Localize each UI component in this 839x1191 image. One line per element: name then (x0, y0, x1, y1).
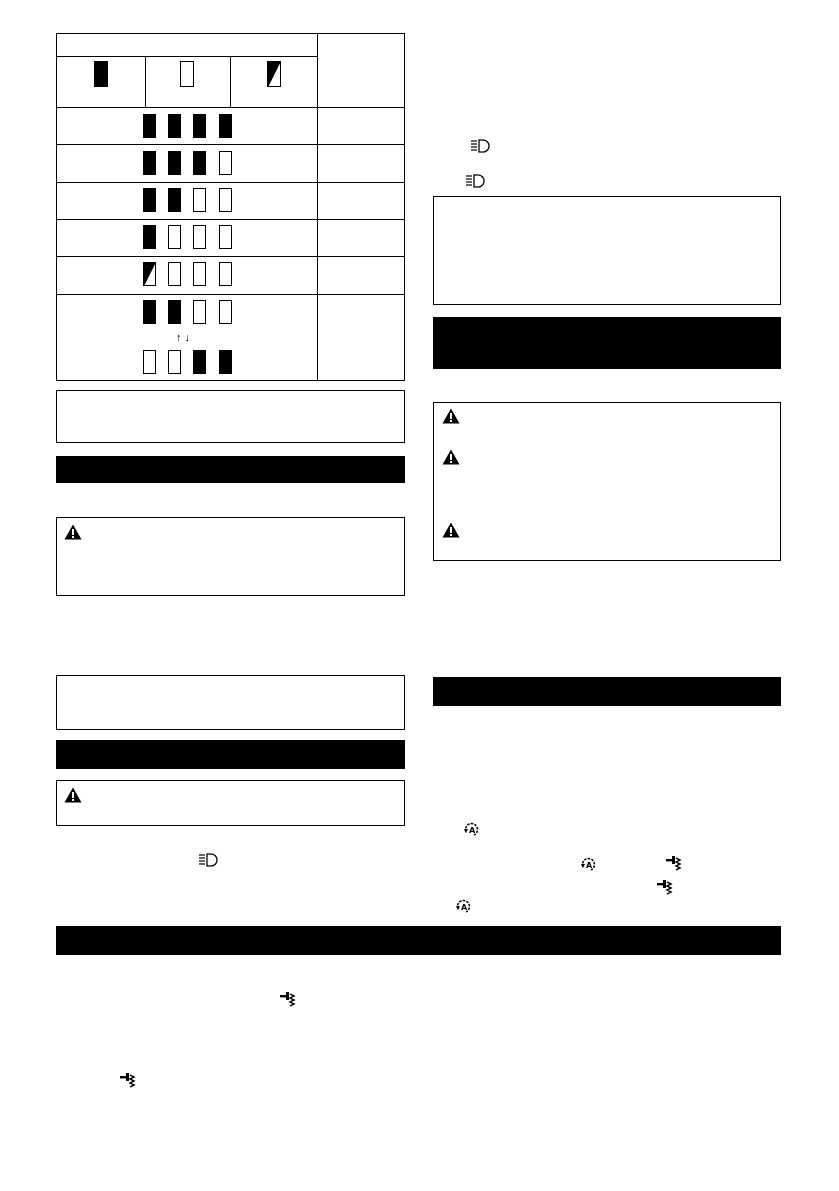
table-divider (56, 144, 405, 145)
indicator-lamp-icon (219, 300, 232, 324)
indicator-lamp-icon (168, 114, 181, 138)
drill-mode-icon (280, 992, 296, 1008)
section-heading-bar (433, 317, 781, 369)
indicator-lamp-icon (168, 300, 181, 324)
indicator-lamp-icon (143, 262, 156, 286)
indicator-lamp-icon (193, 350, 206, 374)
indicator-lamp-icon (143, 225, 156, 249)
indicator-lamp-icon (193, 114, 206, 138)
section-heading-bar (56, 456, 405, 483)
indicator-lamp-icon (168, 188, 181, 212)
indicator-lamp-icon (193, 300, 206, 324)
svg-text:A: A (586, 861, 593, 870)
table-divider (56, 182, 405, 183)
indicator-lamp-icon (143, 300, 156, 324)
table-divider (56, 56, 318, 57)
table-divider (56, 294, 405, 295)
indicator-lamp-icon (193, 262, 206, 286)
alternating-arrows: ↑ ↓ (176, 332, 191, 344)
table-divider (56, 219, 405, 220)
indicator-lamp-icon (168, 225, 181, 249)
table-divider (230, 56, 231, 107)
indicator-lamp-icon (219, 188, 232, 212)
caution-box (433, 402, 781, 561)
drill-mode-icon (657, 880, 673, 896)
indicator-lamp-icon (219, 225, 232, 249)
indicator-lamp-icon (143, 350, 156, 374)
indicator-lighted-icon (94, 61, 108, 87)
table-divider (145, 56, 146, 107)
indicator-lamp-icon (219, 114, 232, 138)
warning-triangle-icon (64, 787, 82, 803)
note-box (433, 196, 781, 305)
indicator-lamp-icon (193, 188, 206, 212)
caution-box (56, 780, 405, 826)
indicator-lamp-icon (168, 151, 181, 175)
svg-text:A: A (469, 826, 476, 835)
indicator-lamp-icon (193, 225, 206, 249)
indicator-lamp-icon (219, 350, 232, 374)
table-divider (317, 33, 318, 381)
caution-box (56, 517, 405, 596)
indicator-lamp-icon (219, 151, 232, 175)
drill-mode-icon (666, 856, 682, 872)
indicator-lamp-icon (143, 151, 156, 175)
auto-mode-icon (580, 856, 596, 872)
warning-triangle-icon (442, 522, 460, 538)
indicator-lamp-icon (219, 262, 232, 286)
note-box (56, 675, 405, 730)
battery-capacity-table (56, 33, 405, 381)
auto-mode-icon (455, 898, 471, 914)
section-heading-bar (56, 926, 781, 955)
table-divider (56, 256, 405, 257)
headlamp-icon (198, 853, 220, 867)
headlamp-icon (465, 174, 487, 188)
indicator-lamp-icon (168, 350, 181, 374)
warning-triangle-icon (442, 449, 460, 465)
note-box (56, 390, 405, 443)
warning-triangle-icon (442, 408, 460, 424)
indicator-lamp-icon (143, 188, 156, 212)
drill-mode-icon (120, 1073, 136, 1089)
indicator-lamp-icon (143, 114, 156, 138)
table-divider (56, 107, 405, 108)
indicator-off-icon (180, 61, 194, 87)
indicator-lamp-icon (168, 262, 181, 286)
auto-mode-icon (463, 821, 479, 837)
indicator-blinking-icon (267, 61, 281, 87)
indicator-lamp-icon (193, 151, 206, 175)
headlamp-icon (470, 139, 492, 153)
svg-text:A: A (461, 903, 468, 912)
section-heading-bar (433, 677, 781, 706)
warning-triangle-icon (64, 524, 82, 540)
section-heading-bar (56, 740, 405, 769)
